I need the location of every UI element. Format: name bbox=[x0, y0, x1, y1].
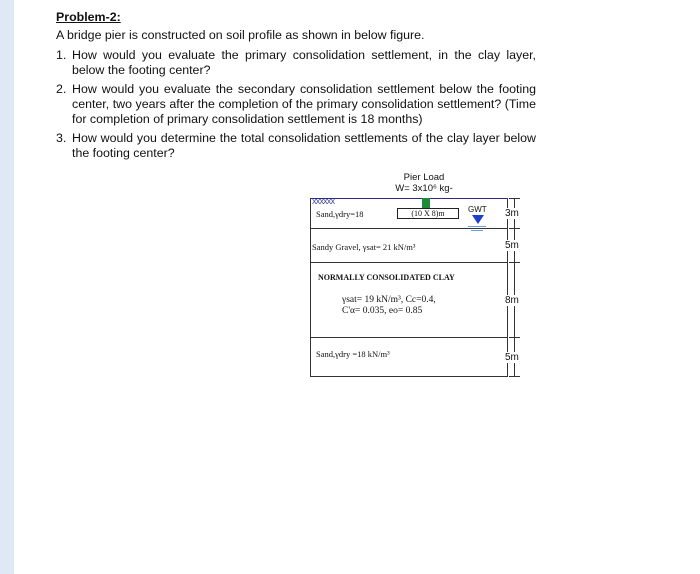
gwt-label: GWT bbox=[468, 205, 487, 214]
water-line bbox=[471, 230, 483, 231]
layer-boundary bbox=[310, 337, 508, 338]
question-text: How would you evaluate the primary consolidation settlement, in the clay layer, below the footing center? bbox=[72, 47, 536, 78]
clay-params-2: C'α= 0.035, eo= 0.85 bbox=[342, 306, 423, 316]
sand-bottom-label: Sand,γdry =18 kN/m³ bbox=[316, 349, 390, 359]
left-edge-strip bbox=[0, 0, 14, 574]
ground-surface-line bbox=[310, 198, 508, 199]
footing: (10 X 8)m bbox=[397, 208, 459, 219]
question-number: 2. bbox=[56, 81, 67, 96]
dimension-tick bbox=[509, 337, 520, 338]
question-number: 1. bbox=[56, 47, 67, 62]
dimension-label: 5m bbox=[505, 240, 519, 251]
dimension-line bbox=[514, 198, 515, 376]
soil-profile-figure bbox=[306, 172, 528, 382]
water-table-triangle-icon bbox=[472, 215, 484, 224]
pier-load-title: Pier Load bbox=[403, 172, 445, 183]
question-text: How would you evaluate the secondary consolidation settlement below the footing center, two years after the completion of the primary consolidation settlement? (Time for completion of primary consolidation settlement is 18 months) bbox=[72, 81, 536, 127]
question-list bbox=[56, 48, 536, 162]
layer-boundary bbox=[310, 228, 508, 229]
dimension-label: 8m bbox=[505, 295, 519, 306]
dimension-tick bbox=[509, 376, 520, 377]
ground-hatch: XXXXXX bbox=[312, 199, 335, 206]
question-item bbox=[56, 48, 536, 79]
sandy-gravel-label: Sandy Gravel, γsat= 21 kN/m³ bbox=[312, 242, 416, 252]
problem-intro: A bridge pier is constructed on soil profile as shown in below figure. bbox=[56, 28, 425, 43]
layer-boundary bbox=[310, 262, 508, 263]
pier-load-weight: W= 3x10⁶ kg- bbox=[395, 183, 453, 194]
sand-top-label: Sand,γdry=18 bbox=[316, 209, 364, 219]
water-line bbox=[468, 226, 486, 227]
clay-params-1: γsat= 19 kN/m³, Cc=0.4, bbox=[342, 295, 436, 305]
question-item bbox=[56, 131, 536, 162]
question-number: 3. bbox=[56, 130, 67, 145]
layer-boundary bbox=[310, 376, 508, 377]
pier-load-label bbox=[394, 172, 454, 194]
dimension-tick bbox=[509, 262, 520, 263]
dimension-tick bbox=[509, 198, 520, 199]
dimension-label: 5m bbox=[505, 352, 519, 363]
problem-text bbox=[56, 10, 536, 165]
clay-title: NORMALLY CONSOLIDATED CLAY bbox=[318, 273, 455, 282]
question-text: How would you determine the total consolidation settlements of the clay layer below the footing center? bbox=[72, 130, 536, 161]
dimension-tick bbox=[509, 228, 520, 229]
dimension-label: 3m bbox=[505, 208, 519, 219]
question-item bbox=[56, 82, 536, 128]
pier-column bbox=[422, 198, 430, 208]
problem-title: Problem-2: bbox=[56, 10, 121, 24]
